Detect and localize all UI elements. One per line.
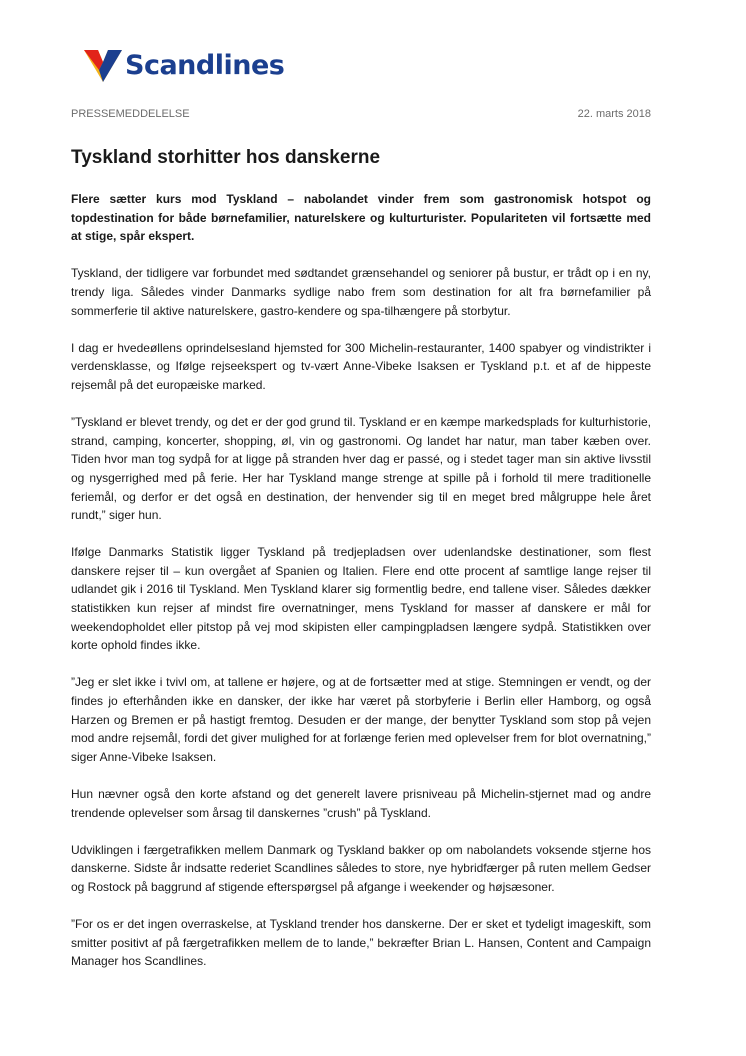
article-paragraph: Udviklingen i færgetrafikken mellem Danmark og Tyskland bakker op om nabolandets voksende stjerne hos danskerne. Sidste år indsatte rederiet Scandlines således to store, nye hybridfærger på ruten mellem Gedser og Rostock på baggrund af stigende efterspørgsel på afgange i weekender og højsæsoner. <box>71 842 651 894</box>
document-date: 22. marts 2018 <box>577 108 651 120</box>
scandlines-logo <box>84 50 284 82</box>
article-paragraph: Hun nævner også den korte afstand og det generelt lavere prisniveau på Michelin-stjernet mad og andre trendende oplevelser som årsag til danskernes ”crush” på Tyskland. <box>71 787 651 820</box>
article-paragraph: ”For os er det ingen overraskelse, at Tyskland trender hos danskerne. Der er sket et tydeligt imageskift, som smitter positivt af på færgetrafikken mellem de to lande,” bekræfter Brian L. Hansen, Content and Campaign Manager hos Scandlines. <box>71 917 651 969</box>
article-title: Tyskland storhitter hos danskerne <box>71 147 381 168</box>
article-paragraph: ”Jeg er slet ikke i tvivl om, at tallene er højere, og at de fortsætter med at stige. Stemningen er vendt, og der findes jo efterhånden ikke en dansker, der ikke har været på storbyferie i Berlin eller Hamborg, og også Harzen og Bremen er på hastigt fremtog. Desuden er der mange, der benytter Tyskland som stop på vejen mod andre rejsemål, fordi det giver mulighed for at forlænge ferien med oplevelser frem for blot overnatning,” siger Anne-Vibeke Isaksen. <box>71 675 651 764</box>
article-paragraph: ”Tyskland er blevet trendy, og det er der god grund til. Tyskland er en kæmpe markedsplads for kulturhistorie, strand, camping, koncerter, shopping, øl, vin og gastronomi. Og landet har natur, man taber kæben over. Tiden hvor man tog sydpå for at ligge på stranden hver dag er passé, og i stedet tager man sin aktive livsstil og nysgerrighed med på ferie. Her har Tyskland mange strenge at spille på i forhold til mere traditionelle feriemål, og derfor er det også en destination, der henvender sig til en meget bred målgruppe hele året rundt,” siger hun. <box>71 415 651 523</box>
article-paragraph: Ifølge Danmarks Statistik ligger Tyskland på tredjepladsen over udenlandske destinationer, som flest danskere rejser til – kun overgået af Spanien og Italien. Flere end otte procent af samtlige lange rejser til udlandet gik i 2016 til Tyskland. Men Tyskland klarer sig formentlig bedre, end tallene viser. Således dækker statistikken kun rejser af mindst fire overnatninger, mens Tyskland for masser af danskere er mål for weekendopholdet eller pitstop på vej mod skipisten eller campingpladsen længere sydpå. Statistikken over korte ophold findes ikke. <box>71 545 651 653</box>
article-lead: Flere sætter kurs mod Tyskland – nabolandet vinder frem som gastronomisk hotspot og topdestination for både børnefamilier, naturelskere og kulturturister. Populariteten vil fortsætte med at stige, spår ekspert. <box>71 192 651 244</box>
document-meta <box>71 108 651 120</box>
scandlines-logo-mark-icon <box>84 50 122 82</box>
article-paragraph: Tyskland, der tidligere var forbundet med sødtandet grænsehandel og seniorer på bustur, er trådt op i en ny, trendy liga. Således vinder Danmarks sydlige nabo frem som destination for alt fra børnefamilier på sommerferie til aktive naturelskere, gastro-kendere og spa-tilhængere på storbytur. <box>71 266 651 318</box>
document-type-label: PRESSEMEDDELELSE <box>71 108 190 120</box>
logo-wordmark: Scandlines <box>125 50 285 81</box>
article-body <box>71 190 651 990</box>
article-paragraph: I dag er hvedeøllens oprindelsesland hjemsted for 300 Michelin-restauranter, 1400 spabyer og vindistrikter i verdensklasse, og Ifølge rejseekspert og tv-vært Anne-Vibeke Isaksen er Tyskland p.t. et af de hippeste rejsemål på det europæiske marked. <box>71 340 651 392</box>
